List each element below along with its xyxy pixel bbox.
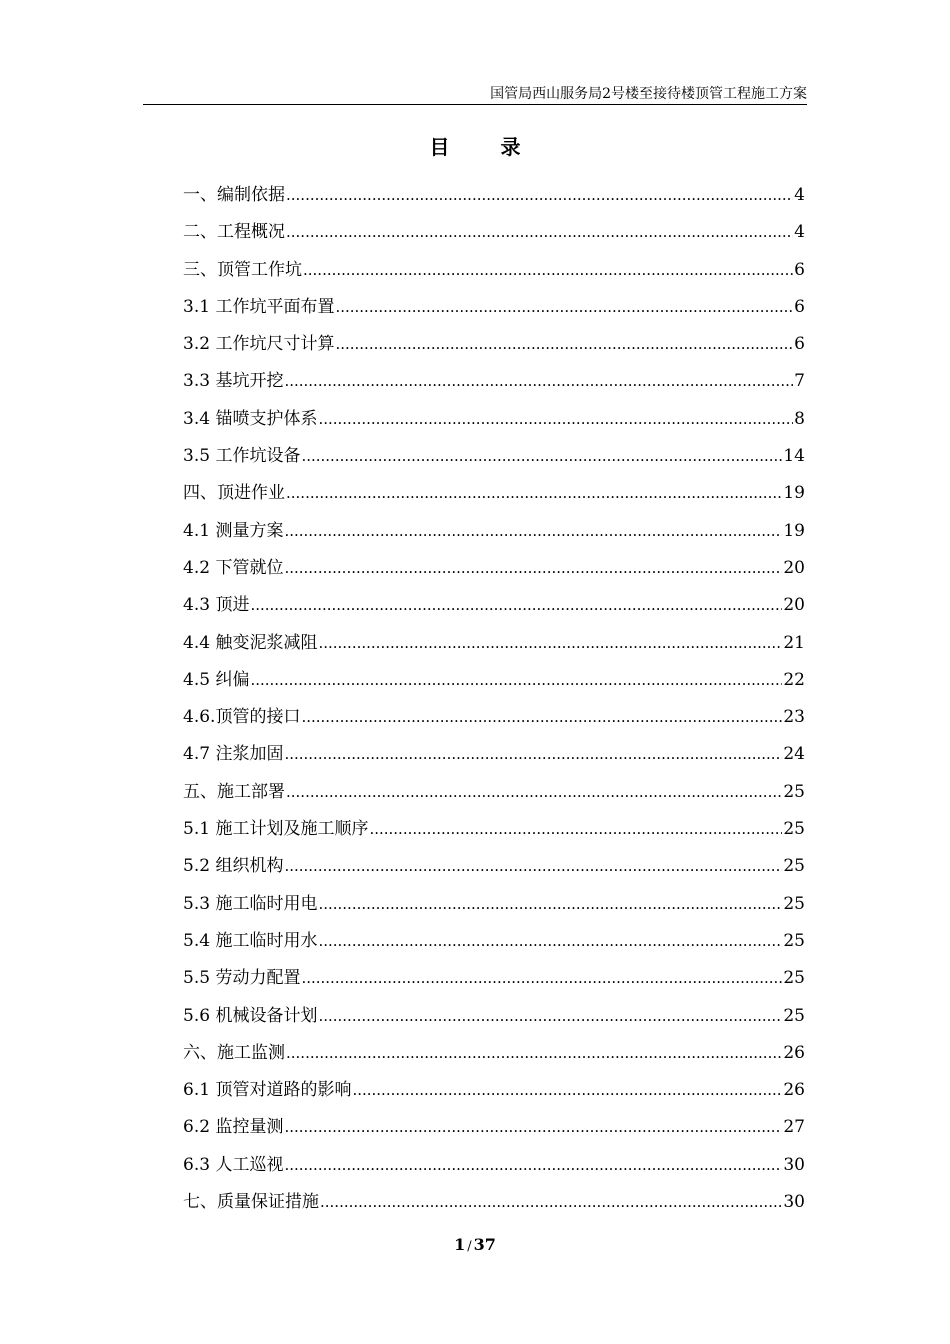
toc-entry[interactable] bbox=[183, 183, 805, 220]
toc-entry[interactable] bbox=[183, 332, 805, 369]
dot-leader bbox=[284, 742, 782, 766]
toc-entry-label: 4.2 下管就位 bbox=[183, 557, 284, 578]
toc-entry[interactable] bbox=[183, 705, 805, 742]
toc-entry-label: 5.4 施工临时用水 bbox=[183, 930, 318, 951]
dot-leader bbox=[318, 631, 782, 655]
toc-entry-page-number: 26 bbox=[783, 1042, 805, 1063]
dot-leader bbox=[286, 1041, 782, 1065]
toc-entry-page-number: 25 bbox=[783, 781, 805, 802]
dot-leader bbox=[284, 369, 793, 393]
toc-entry[interactable] bbox=[183, 631, 805, 668]
toc-entry-label: 5.1 施工计划及施工顺序 bbox=[183, 819, 369, 840]
dot-leader bbox=[303, 258, 793, 282]
page-number bbox=[0, 1235, 950, 1257]
dot-leader bbox=[286, 780, 782, 804]
toc-entry-page-number: 4 bbox=[794, 222, 805, 243]
toc-entry-label: 3.1 工作坑平面布置 bbox=[183, 296, 335, 317]
toc-entry-page-number: 25 bbox=[783, 893, 805, 914]
toc-entry[interactable] bbox=[183, 817, 805, 854]
toc-entry-page-number: 6 bbox=[794, 259, 805, 280]
toc-entry-page-number: 6 bbox=[794, 296, 805, 317]
toc-entry-label: 5.3 施工临时用电 bbox=[183, 893, 318, 914]
toc-entry-page-number: 20 bbox=[783, 557, 805, 578]
toc-entry[interactable] bbox=[183, 1153, 805, 1190]
toc-entry[interactable] bbox=[183, 1190, 805, 1227]
toc-entry[interactable] bbox=[183, 519, 805, 556]
dot-leader bbox=[352, 1078, 782, 1102]
toc-entry-page-number: 20 bbox=[783, 595, 805, 616]
toc-entry-label: 四、顶进作业 bbox=[183, 483, 285, 504]
toc-entry[interactable] bbox=[183, 668, 805, 705]
toc-entry[interactable] bbox=[183, 481, 805, 518]
toc-entry[interactable] bbox=[183, 556, 805, 593]
toc-entry-label: 二、工程概况 bbox=[183, 222, 285, 243]
toc-title: 目 录 bbox=[429, 135, 543, 159]
toc-entry[interactable] bbox=[183, 407, 805, 444]
toc-entry-label: 3.5 工作坑设备 bbox=[183, 446, 301, 467]
toc-entry-page-number: 25 bbox=[783, 856, 805, 877]
dot-leader bbox=[301, 705, 782, 729]
toc-entry-label: 4.3 顶进 bbox=[183, 595, 250, 616]
toc-entry-page-number: 21 bbox=[783, 632, 805, 653]
toc-entry[interactable] bbox=[183, 780, 805, 817]
dot-leader bbox=[250, 593, 782, 617]
toc-entry-label: 6.2 监控量测 bbox=[183, 1117, 284, 1138]
toc-entry-page-number: 30 bbox=[783, 1154, 805, 1175]
dot-leader bbox=[284, 1115, 782, 1139]
total-page-count: 37 bbox=[473, 1235, 496, 1254]
toc-entry[interactable] bbox=[183, 1041, 805, 1078]
toc-entry-page-number: 25 bbox=[783, 968, 805, 989]
toc-entry-page-number: 26 bbox=[783, 1080, 805, 1101]
toc-entry-label: 三、顶管工作坑 bbox=[183, 259, 302, 280]
toc-entry[interactable] bbox=[183, 1078, 805, 1115]
toc-entry-page-number: 6 bbox=[794, 334, 805, 355]
toc-entry[interactable] bbox=[183, 295, 805, 332]
toc-entry[interactable] bbox=[183, 966, 805, 1003]
dot-leader bbox=[284, 854, 782, 878]
dot-leader bbox=[250, 668, 782, 692]
toc-entry[interactable] bbox=[183, 258, 805, 295]
dot-leader bbox=[320, 1190, 782, 1214]
toc-entry[interactable] bbox=[183, 742, 805, 779]
toc-entry-label: 5.5 劳动力配置 bbox=[183, 968, 301, 989]
toc-entry[interactable] bbox=[183, 1004, 805, 1041]
table-of-contents bbox=[183, 183, 805, 1227]
page-separator: / bbox=[467, 1239, 472, 1254]
toc-entry[interactable] bbox=[183, 929, 805, 966]
toc-entry-label: 七、质量保证措施 bbox=[183, 1192, 319, 1213]
toc-entry-label: 4.4 触变泥浆减阻 bbox=[183, 632, 318, 653]
toc-entry[interactable] bbox=[183, 220, 805, 257]
toc-entry-label: 五、施工部署 bbox=[183, 781, 285, 802]
toc-entry-page-number: 14 bbox=[783, 446, 805, 467]
dot-leader bbox=[301, 966, 782, 990]
toc-entry-page-number: 25 bbox=[783, 1005, 805, 1026]
dot-leader bbox=[318, 929, 782, 953]
toc-entry-page-number: 27 bbox=[783, 1117, 805, 1138]
toc-entry-label: 5.2 组织机构 bbox=[183, 856, 284, 877]
running-header: 国管局西山服务局2号楼至接待楼顶管工程施工方案 bbox=[490, 86, 807, 102]
toc-entry-page-number: 7 bbox=[794, 371, 805, 392]
dot-leader bbox=[318, 1004, 782, 1028]
current-page-number: 1 bbox=[454, 1235, 466, 1254]
dot-leader bbox=[284, 556, 782, 580]
toc-entry-page-number: 4 bbox=[794, 185, 805, 205]
dot-leader bbox=[335, 295, 793, 319]
toc-entry-label: 3.4 锚喷支护体系 bbox=[183, 408, 318, 429]
toc-entry-label: 4.7 注浆加固 bbox=[183, 744, 284, 765]
dot-leader bbox=[284, 519, 782, 543]
toc-entry-label: 5.6 机械设备计划 bbox=[183, 1005, 318, 1026]
dot-leader bbox=[301, 444, 782, 468]
toc-entry-label: 六、施工监测 bbox=[183, 1042, 285, 1063]
toc-entry-label: 4.1 测量方案 bbox=[183, 520, 284, 541]
toc-entry-page-number: 8 bbox=[794, 408, 805, 429]
toc-entry-label: 4.5 纠偏 bbox=[183, 669, 250, 690]
toc-entry-label: 3.3 基坑开挖 bbox=[183, 371, 284, 392]
dot-leader bbox=[369, 817, 782, 841]
toc-entry-label: 4.6.顶管的接口 bbox=[183, 707, 301, 728]
dot-leader bbox=[286, 183, 793, 207]
toc-entry-label: 3.2 工作坑尺寸计算 bbox=[183, 334, 335, 355]
toc-entry[interactable] bbox=[183, 369, 805, 406]
dot-leader bbox=[335, 332, 793, 356]
toc-entry-page-number: 25 bbox=[783, 819, 805, 840]
toc-entry[interactable] bbox=[183, 854, 805, 891]
toc-entry[interactable] bbox=[183, 1115, 805, 1152]
toc-entry-page-number: 25 bbox=[783, 930, 805, 951]
dot-leader bbox=[286, 481, 782, 505]
toc-entry-page-number: 24 bbox=[783, 744, 805, 765]
toc-entry-page-number: 30 bbox=[783, 1192, 805, 1213]
toc-entry[interactable] bbox=[183, 593, 805, 630]
dot-leader bbox=[284, 1153, 782, 1177]
header-divider bbox=[143, 104, 807, 105]
toc-entry-label: 6.3 人工巡视 bbox=[183, 1154, 284, 1175]
toc-entry-label: 一、编制依据 bbox=[183, 185, 285, 205]
toc-entry-page-number: 19 bbox=[783, 520, 805, 541]
toc-entry-page-number: 22 bbox=[783, 669, 805, 690]
toc-entry[interactable] bbox=[183, 892, 805, 929]
toc-entry-page-number: 23 bbox=[783, 707, 805, 728]
dot-leader bbox=[318, 407, 793, 431]
toc-entry[interactable] bbox=[183, 444, 805, 481]
dot-leader bbox=[286, 220, 793, 244]
toc-entry-page-number: 19 bbox=[783, 483, 805, 504]
toc-entry-label: 6.1 顶管对道路的影响 bbox=[183, 1080, 352, 1101]
dot-leader bbox=[318, 892, 782, 916]
